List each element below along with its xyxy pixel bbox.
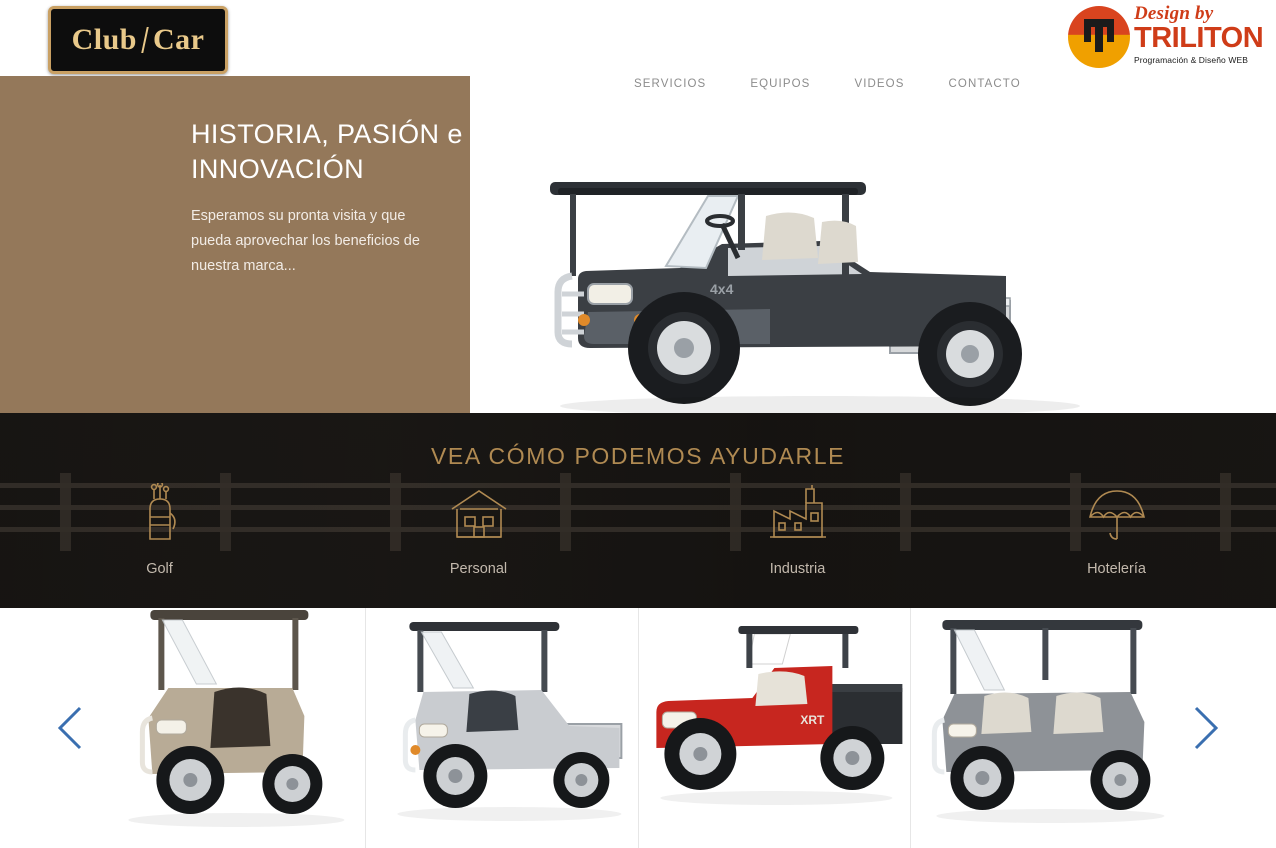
golf-cart-beige-image bbox=[93, 608, 365, 848]
service-item-golf[interactable] bbox=[0, 481, 319, 577]
svg-text:XRT: XRT bbox=[799, 713, 824, 727]
carousel-slide-4[interactable] bbox=[911, 608, 1183, 848]
triliton-tagline: Programación & Diseño WEB bbox=[1134, 55, 1248, 65]
umbrella-icon bbox=[957, 481, 1276, 543]
hero-vehicle-image bbox=[470, 76, 1276, 413]
service-item-personal[interactable] bbox=[319, 481, 638, 577]
triliton-company-name: TRILITON bbox=[1134, 22, 1264, 54]
four-seat-cart-grey-image bbox=[911, 608, 1183, 848]
triliton-wordmark bbox=[1134, 4, 1263, 65]
hero-title: HISTORIA, PASIÓN e INNOVACIÓN bbox=[191, 119, 463, 184]
carryall-utility-vehicle-illustration bbox=[470, 76, 1276, 413]
product-carousel bbox=[0, 608, 1276, 848]
nav-item-videos[interactable]: VIDEOS bbox=[854, 78, 905, 90]
carousel-next-button[interactable] bbox=[1182, 704, 1226, 752]
logo-divider bbox=[141, 27, 149, 53]
golf-bag-icon bbox=[0, 481, 319, 543]
services-list bbox=[0, 481, 1276, 577]
service-label-golf: Golf bbox=[146, 561, 173, 577]
main-navigation bbox=[612, 74, 1043, 94]
triliton-mark-icon bbox=[1068, 6, 1130, 68]
carousel-slides bbox=[93, 608, 1183, 848]
hero-subtitle: Esperamos su pronta visita y que pueda aprovechar los beneficios de nuestra marca... bbox=[191, 208, 420, 274]
service-label-industria: Industria bbox=[769, 561, 826, 577]
carousel-slide-1[interactable] bbox=[93, 608, 366, 848]
carousel-slide-2[interactable] bbox=[366, 608, 639, 848]
triliton-credit-logo[interactable] bbox=[1068, 4, 1268, 68]
nav-item-equipos[interactable]: EQUIPOS bbox=[750, 78, 811, 90]
factory-icon bbox=[638, 481, 957, 543]
utility-cart-silver-image bbox=[366, 608, 638, 848]
logo-word-club: Club bbox=[71, 23, 137, 56]
services-heading: VEA CÓMO PODEMOS AYUDARLE bbox=[430, 443, 846, 469]
carousel-next-label bbox=[1226, 704, 1227, 705]
site-header bbox=[0, 0, 1276, 90]
service-label-hoteleria: Hotelería bbox=[1087, 561, 1146, 577]
house-icon bbox=[319, 481, 638, 543]
logo-word-car: Car bbox=[152, 23, 205, 56]
carousel-slide-3[interactable] bbox=[639, 608, 912, 848]
carousel-prev-button[interactable] bbox=[50, 704, 94, 752]
club-car-logo-text bbox=[72, 23, 205, 57]
triliton-design-by: Design by bbox=[1134, 3, 1214, 24]
service-item-industria[interactable] bbox=[638, 481, 957, 577]
services-band bbox=[0, 413, 1276, 608]
hero-section bbox=[0, 76, 1276, 413]
service-label-personal: Personal bbox=[449, 561, 508, 577]
svg-text:4x4: 4x4 bbox=[710, 281, 734, 297]
utility-cart-red-image bbox=[639, 608, 911, 848]
nav-item-contacto[interactable]: CONTACTO bbox=[948, 78, 1021, 90]
nav-item-servicios[interactable]: SERVICIOS bbox=[634, 78, 707, 90]
service-item-hoteleria[interactable] bbox=[957, 481, 1276, 577]
club-car-logo[interactable] bbox=[48, 6, 228, 74]
